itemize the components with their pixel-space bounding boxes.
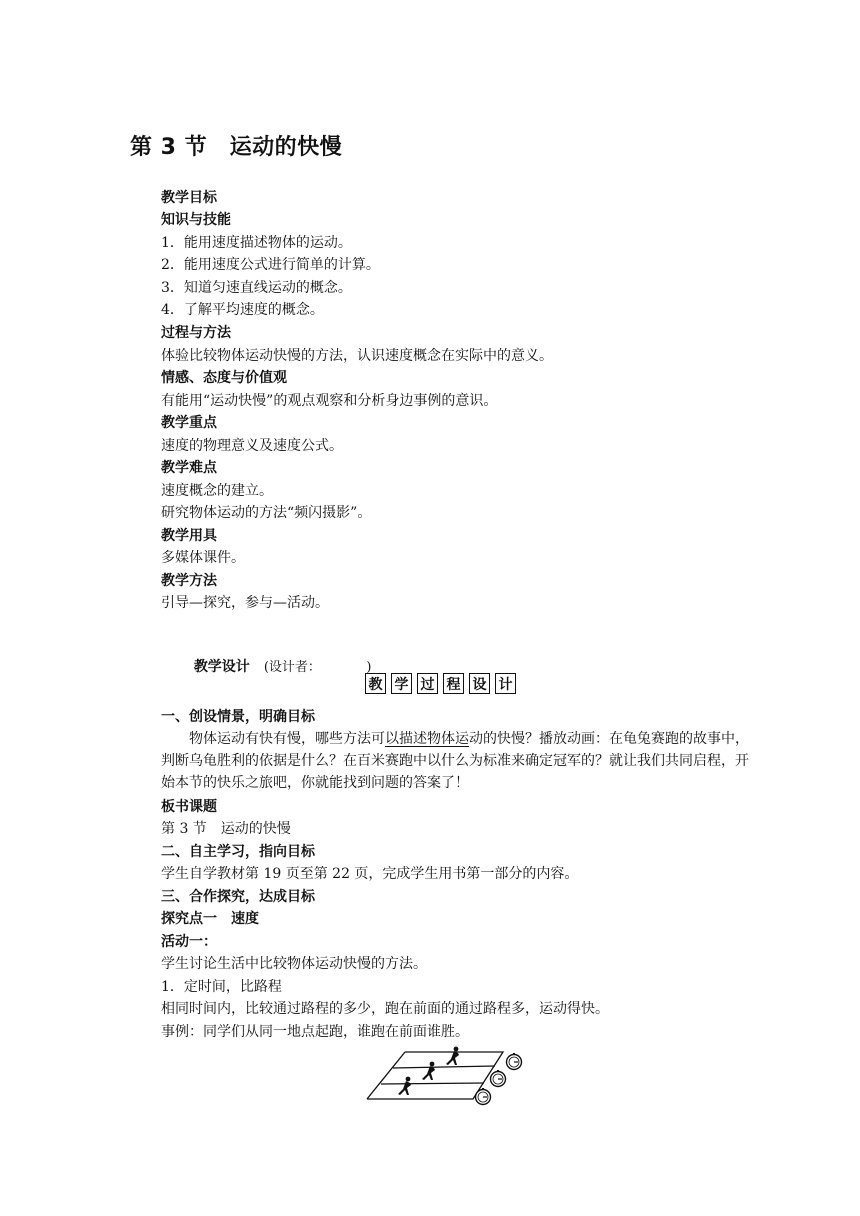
process-heading: 过程与方法	[161, 325, 231, 341]
knowledge-item: 1．能用速度描述物体的运动。	[161, 235, 352, 251]
para-text: 物体运动有快有慢，哪些方法可	[189, 731, 385, 747]
point-label: 探究点一	[161, 911, 217, 927]
running-track-illustration	[365, 1046, 530, 1108]
runners-icon	[398, 1047, 459, 1095]
page-title: 第 3 节 运动的快慢	[130, 135, 343, 160]
process-design-banner	[365, 673, 516, 694]
banner-char: 过	[417, 673, 438, 694]
stopwatch-icon	[476, 1053, 522, 1105]
example-text: 事例：同学们从同一地点起跑，谁跑在前面谁胜。	[161, 1024, 469, 1040]
board-text: 第 3 节 运动的快慢	[161, 821, 291, 837]
knowledge-heading: 知识与技能	[161, 212, 231, 228]
point-title: 速度	[231, 911, 259, 927]
design-label: 教学设计	[193, 659, 250, 675]
method1-title: 1．定时间，比路程	[161, 979, 282, 995]
activity-heading: 活动一：	[161, 934, 217, 950]
knowledge-item: 4．了解平均速度的概念。	[161, 302, 324, 318]
banner-char: 程	[443, 673, 464, 694]
inquiry-point	[161, 908, 259, 930]
tools-heading: 教学用具	[161, 528, 217, 544]
banner-char: 设	[469, 673, 490, 694]
track-left-edge	[367, 1052, 405, 1099]
design-header	[176, 640, 371, 692]
key-heading: 教学重点	[161, 415, 217, 431]
activity-text: 学生讨论生活中比较物体运动快慢的方法。	[161, 956, 427, 972]
difficulty-heading: 教学难点	[161, 460, 217, 476]
method-text: 引导—探究，参与—活动。	[161, 595, 329, 611]
process-text: 体验比较物体运动快慢的方法，认识速度概念在实际中的意义。	[161, 348, 553, 364]
knowledge-item: 2．能用速度公式进行简单的计算。	[161, 257, 380, 273]
section1-heading: 一、创设情景，明确目标	[161, 709, 315, 725]
lane-line	[393, 1066, 495, 1068]
difficulty-item: 速度概念的建立。	[161, 483, 273, 499]
section2-text: 学生自学教材第 19 页至第 22 页，完成学生用书第一部分的内容。	[161, 866, 579, 882]
difficulty-item: 研究物体运动的方法“频闪摄影”。	[161, 505, 372, 521]
section3-heading: 三、合作探究，达成目标	[161, 889, 315, 905]
banner-char: 计	[495, 673, 516, 694]
emotion-text: 有能用“运动快慢”的观点观察和分析身边事例的意识。	[161, 393, 498, 409]
designer-field: (设计者： )	[263, 660, 372, 675]
tools-text: 多媒体课件。	[161, 550, 245, 566]
objectives-heading: 教学目标	[161, 190, 217, 206]
banner-char: 学	[391, 673, 412, 694]
lane-line	[381, 1083, 484, 1084]
method1-text: 相同时间内，比较通过路程的多少，跑在前面的通过路程多，运动得快。	[161, 1001, 609, 1017]
key-text: 速度的物理意义及速度公式。	[161, 438, 343, 454]
para-underlined-text: 以描述物体运	[385, 731, 469, 747]
emotion-heading: 情感、态度与价值观	[161, 370, 287, 386]
section1-paragraph	[161, 728, 761, 794]
board-heading: 板书课题	[161, 799, 217, 815]
para-text: 动的快慢？播放动画：在龟兔赛跑的故事中，判断乌龟胜利的依据是什么？在百米赛跑中以什么为标准来确定冠军的？就让我们共同启程，开始本节的快乐之旅吧，你就能找到问题的答案了！	[161, 731, 749, 791]
method-heading: 教学方法	[161, 573, 217, 589]
banner-char: 教	[365, 673, 386, 694]
section2-heading: 二、自主学习，指向目标	[161, 844, 315, 860]
knowledge-item: 3．知道匀速直线运动的概念。	[161, 280, 352, 296]
